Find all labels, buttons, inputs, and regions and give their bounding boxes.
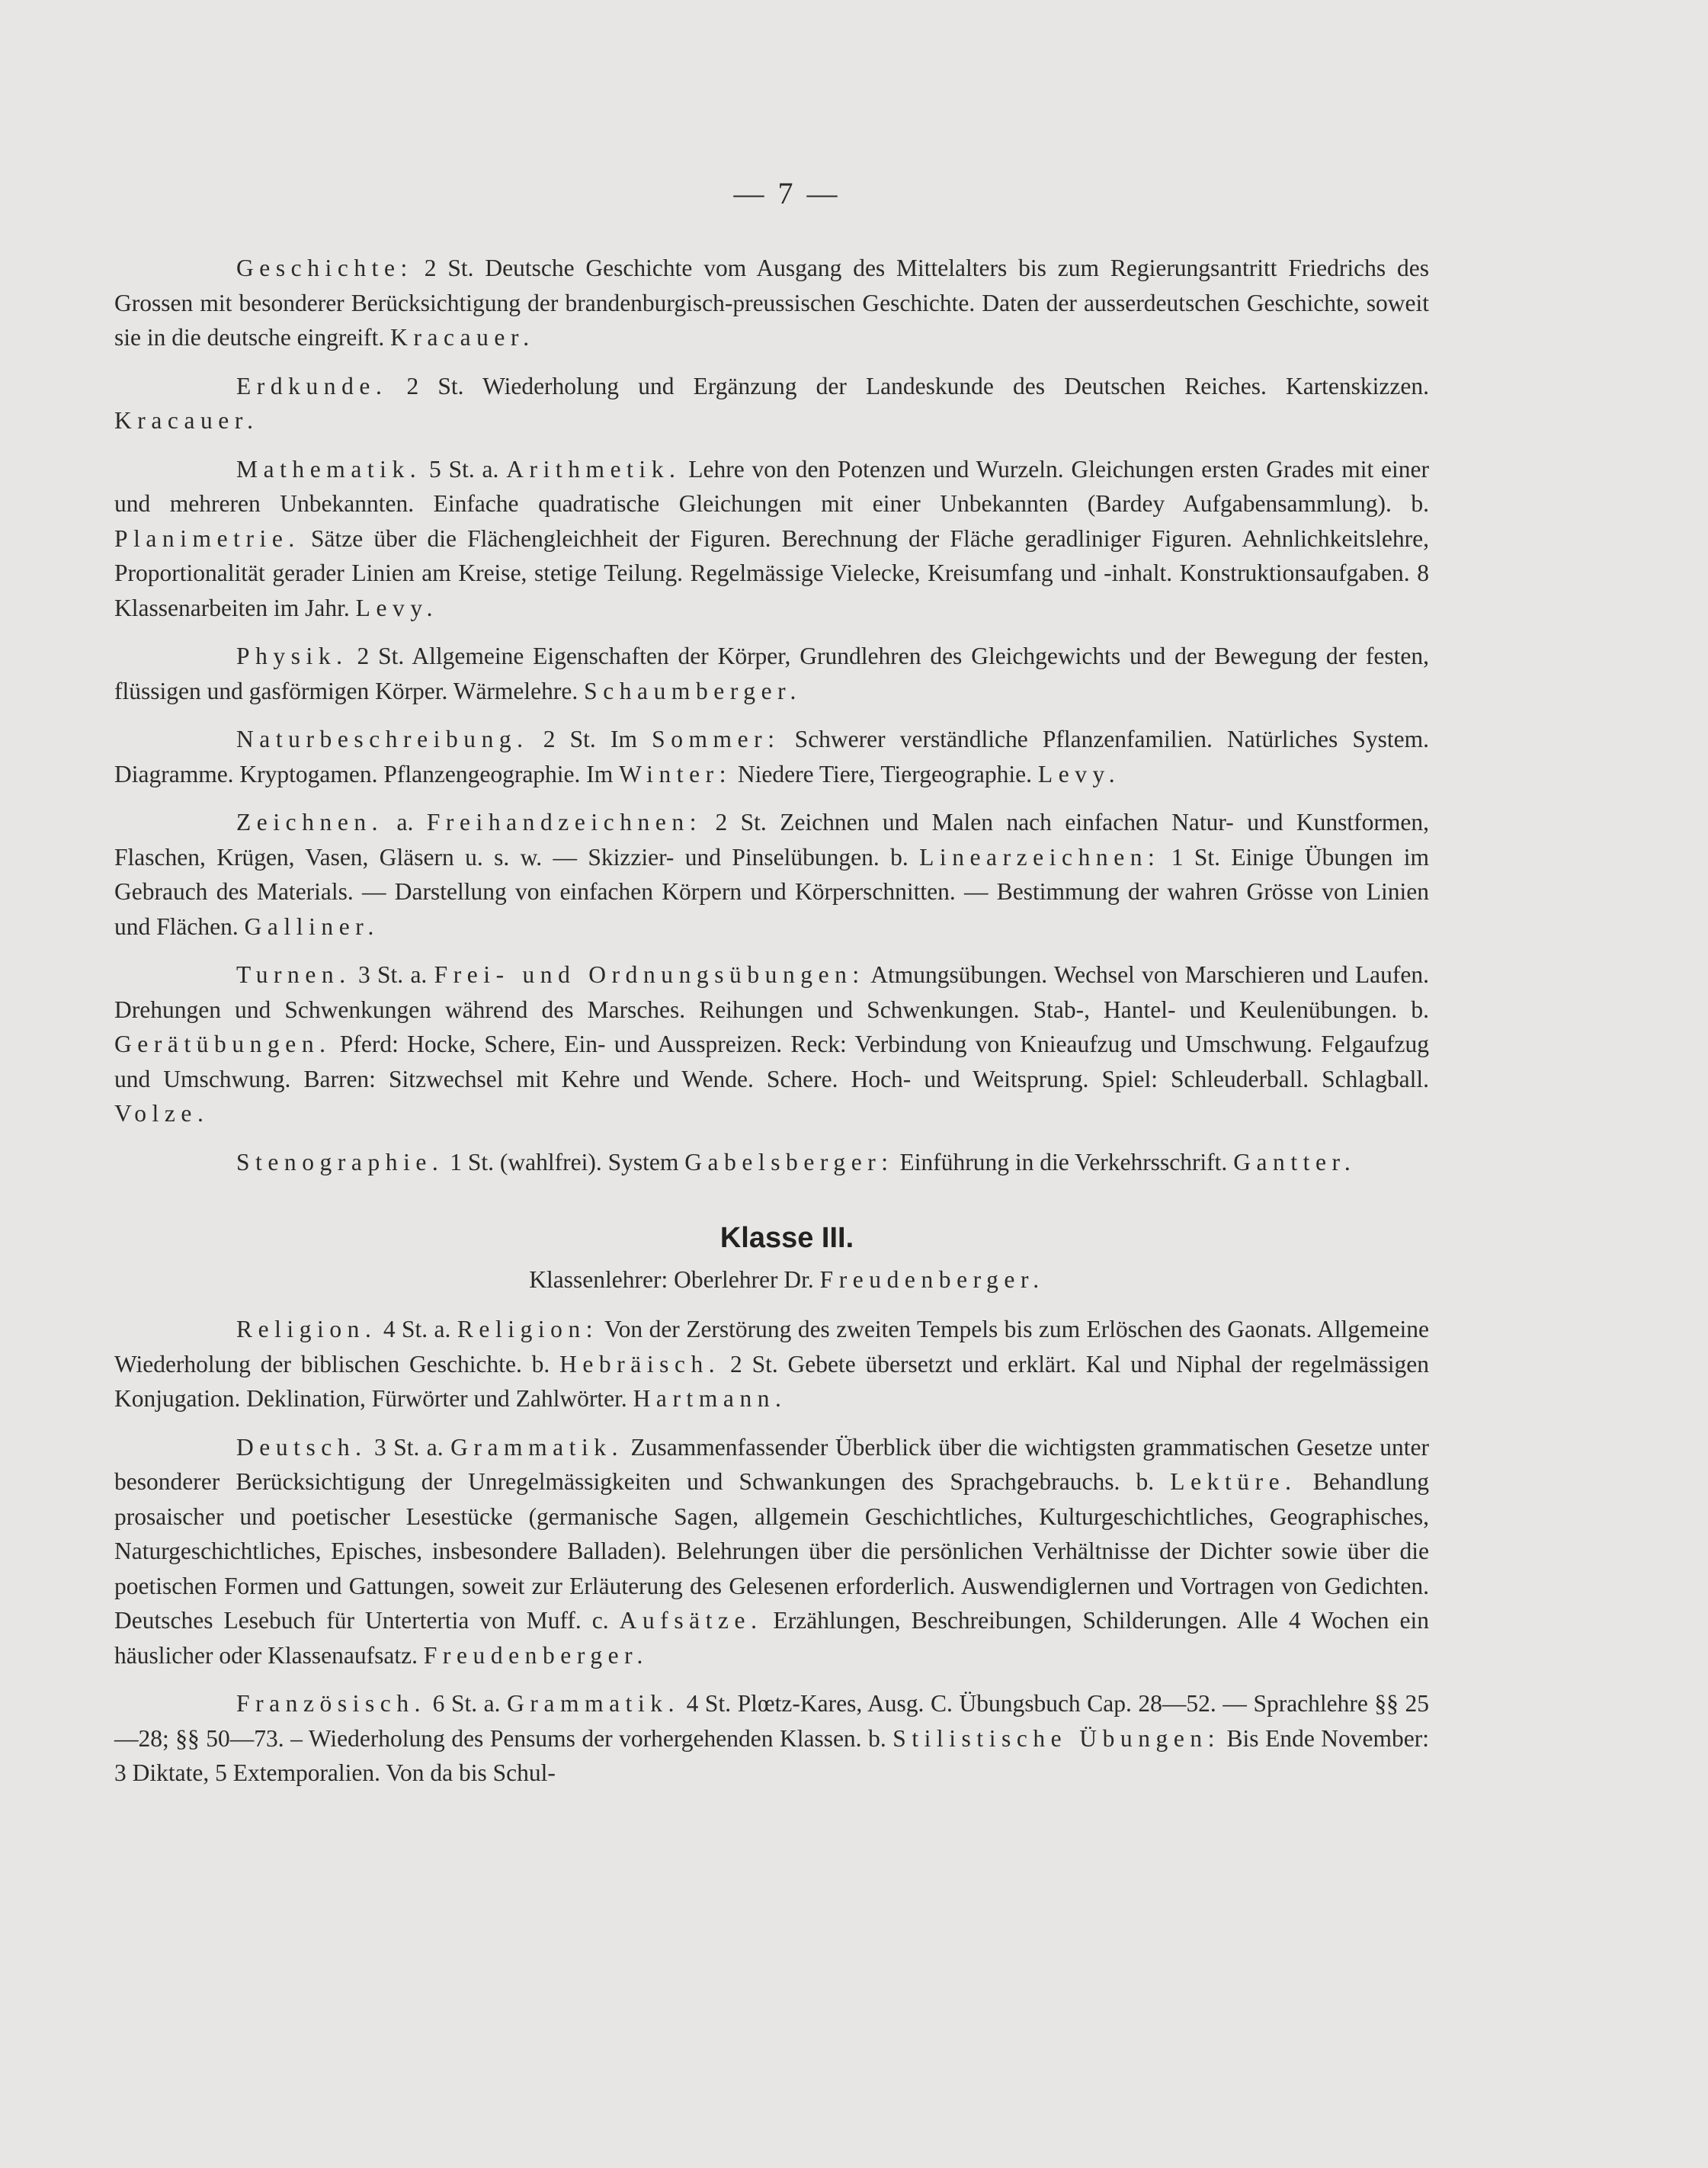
teacher-name: Schaumberger.	[584, 677, 802, 704]
subject-text: 2 St. Wiederholung und Ergänzung der Landeskunde des Deutschen Reiches. Kartenskizzen.	[387, 372, 1429, 399]
subject-text: Sätze über die Flächengleichheit der Figuren. Berechnung der Fläche geradliniger Figuren. Aehnlichkeitslehre, Proportionalität gerader Linien am Kreise, stetige Teilung. Regelmässige Vielecke, Kreisumfang und -inhalt. Konstruktionsaufgaben. 8 Klassenarbeiten im Jahr.	[114, 524, 1429, 621]
subject-text: Schwerer verständliche Pflanzenfamilien. Natürliches System. Diagramme. Kryptogamen. Pflanzengeographie. Im	[114, 726, 1429, 787]
subject-label: Physik.	[236, 643, 348, 669]
subject-text: Einführung in die Verkehrsschrift.	[893, 1148, 1228, 1175]
subject-label: Naturbeschreibung.	[236, 726, 529, 752]
subject-text: Niedere Tiere, Tiergeographie.	[732, 760, 1033, 787]
subject-text: Bis Ende November: 3 Diktate, 5 Extemporalien. Von da bis Schul-	[114, 1724, 1430, 1786]
topic-label: Grammatik.	[507, 1690, 681, 1717]
subject-text: 2 St. Zeichnen und Malen nach einfachen Natur- und Kunstformen, Flaschen, Krügen, Vasen, Gläsern u. s. w. — Skizzier- und Pinselübungen. b.	[114, 809, 1429, 871]
topic-label: Religion:	[457, 1316, 599, 1342]
topic-label: Arithmetik.	[506, 455, 681, 483]
topic-label: Stilistische Übungen:	[892, 1724, 1221, 1752]
klassenlehrer-label: Klassenlehrer: Oberlehrer Dr.	[529, 1266, 814, 1293]
topic-label: Gabelsberger:	[684, 1148, 894, 1175]
klassenlehrer-name: Freudenberger.	[819, 1266, 1045, 1293]
klassenlehrer-line	[114, 1262, 1429, 1297]
subject-text: Behandlung prosaischer und poetischer Lesestücke (germanische Sagen, allgemein Geschichtliches, Kulturgeschichtliches, Geographisches, Naturgeschichtliches, Episches, insbesondere Balladen). Belehrungen über die persönlichen Verhältnisse der Dichter sowie über die poetischen Formen und Gattungen, soweit zur Erläuterung des Gelesenen erforderlich. Auswendiglernen und Vortragen von Gedichten. Deutsches Lesebuch für Untertertia von Muff. c.	[114, 1468, 1429, 1634]
paragraph-religion	[114, 1312, 1429, 1416]
topic-label: Gerätübungen.	[114, 1031, 332, 1057]
topic-label: Frei- und Ordnungsübungen:	[434, 961, 865, 988]
subject-text: 4 St. Plœtz-Kares, Ausg. C. Übungsbuch Cap. 28—52. — Sprachlehre §§ 25—28; §§ 50—73. – Wiederholung des Pensums der vorhergehenden Klassen. b.	[114, 1690, 1429, 1752]
paragraph-zeichnen	[114, 805, 1429, 944]
topic-label: Planimetrie.	[114, 524, 300, 552]
subject-text: Pferd: Hocke, Schere, Ein- und Ausspreizen. Reck: Verbindung von Knieaufzug und Umschwung. Felgaufzug und Umschwung. Barren: Sitzwechsel mit Kehre und Wende. Schere. Hoch- und Weitsprung. Spiel: Schleuderball. Schlagball.	[114, 1031, 1429, 1092]
topic-label: Grammatik.	[450, 1433, 624, 1461]
page-number: — 7 —	[733, 176, 841, 210]
document-page	[114, 175, 1429, 1804]
subject-text: 3 St. a.	[351, 961, 434, 988]
paragraph-stenographie	[114, 1145, 1429, 1180]
paragraph-geschichte	[114, 251, 1429, 355]
section-heading-klasse-iii: Klasse III.	[719, 1222, 854, 1254]
subject-text: 2 St. Gebete übersetzt und erklärt. Kal und Niphal der regelmässigen Konjugation. Deklination, Fürwörter und Zahlwörter.	[114, 1350, 1429, 1412]
subject-text: Von der Zerstörung des zweiten Tempels bis zum Erlöschen des Gaonats. Allgemeine Wiederholung der biblischen Geschichte. b.	[114, 1316, 1429, 1377]
teacher-name: Freudenberger.	[423, 1641, 649, 1669]
subject-text: 5 St. a.	[421, 455, 507, 483]
subject-text: 1 St. (wahlfrei). System	[444, 1148, 685, 1175]
paragraph-erdkunde	[114, 369, 1429, 438]
subject-text: Lehre von den Potenzen und Wurzeln. Gleichungen ersten Grades mit einer und mehreren Unbekannten. Einfache quadratische Gleichungen mit einer Unbekannten (Bardey Aufgabensammlung). b.	[114, 455, 1429, 517]
subject-label: Deutsch.	[236, 1433, 367, 1461]
subject-text: Erzählungen, Beschreibungen, Schilderungen. Alle 4 Wochen ein häuslicher oder Klassenaufsatz.	[114, 1607, 1429, 1669]
subject-label: Stenographie.	[236, 1148, 444, 1175]
paragraph-franzoesisch	[114, 1686, 1429, 1791]
paragraph-mathematik	[114, 452, 1429, 626]
subject-text: 2 St. Deutsche Geschichte vom Ausgang des Mittelalters bis zum Regierungsantritt Friedrichs des Grossen mit besonderer Berücksichtigung der brandenburgisch-preussischen Geschichte. Daten der ausserdeutschen Geschichte, soweit sie in die deutsche eingreift.	[114, 255, 1429, 351]
teacher-name: Levy.	[355, 594, 439, 621]
topic-label: Lektüre.	[1170, 1468, 1297, 1495]
teacher-name: Galliner.	[244, 912, 380, 940]
teacher-name: Kracauer.	[390, 324, 535, 351]
subject-label: Geschichte:	[236, 255, 413, 281]
subject-label: Mathematik.	[236, 455, 422, 483]
teacher-name: Volze.	[114, 1100, 210, 1127]
paragraph-turnen	[114, 957, 1429, 1131]
paragraph-deutsch	[114, 1430, 1429, 1673]
subject-label: Zeichnen.	[236, 809, 384, 835]
subject-text: 4 St. a.	[377, 1316, 457, 1342]
subject-label: Religion.	[236, 1316, 377, 1342]
subject-text: Zusammenfassender Überblick über die wichtigsten grammatischen Gesetze unter besonderer Berücksichtigung der Unregelmässigkeiten und Schwankungen des Sprachgebrauchs. b.	[114, 1433, 1429, 1495]
subject-label: Französisch.	[236, 1690, 427, 1717]
topic-label: Sommer:	[652, 726, 780, 752]
topic-label: Hebräisch.	[559, 1350, 721, 1377]
subject-text: a.	[383, 809, 427, 835]
paragraph-physik	[114, 639, 1429, 708]
topic-label: Winter:	[619, 760, 732, 787]
topic-label: Aufsätze.	[619, 1607, 763, 1634]
subject-label: Turnen.	[236, 961, 351, 988]
subject-label: Erdkunde.	[236, 372, 388, 399]
teacher-name: Hartmann.	[633, 1385, 787, 1412]
subject-text: 6 St. a.	[426, 1690, 508, 1717]
topic-label: Linearzeichnen:	[919, 843, 1161, 871]
topic-label: Freihandzeichnen:	[426, 809, 703, 835]
teacher-name: Levy.	[1037, 760, 1121, 787]
subject-text: 2 St. Im	[528, 726, 652, 752]
teacher-name: Kracauer.	[114, 407, 259, 434]
subject-text: Atmungsübungen. Wechsel von Marschieren und Laufen. Drehungen und Schwenkungen während des Marsches. Reihungen und Schwenkungen. Stab-, Hantel- und Keulenübungen. b.	[114, 961, 1429, 1023]
teacher-name: Gantter.	[1233, 1148, 1357, 1175]
subject-text: 3 St. a.	[367, 1433, 451, 1461]
subject-text: 1 St. Einige Übungen im Gebrauch des Materials. — Darstellung von einfachen Körpern und Körperschnitten. — Bestimmung der wahren Grösse von Linien und Flächen.	[114, 843, 1429, 940]
paragraph-naturbeschreibung	[114, 722, 1429, 791]
subject-text: 2 St. Allgemeine Eigenschaften der Körper, Grundlehren des Gleichgewichts und der Bewegung der festen, flüssigen und gasförmigen Körper. Wärmelehre.	[114, 643, 1429, 704]
